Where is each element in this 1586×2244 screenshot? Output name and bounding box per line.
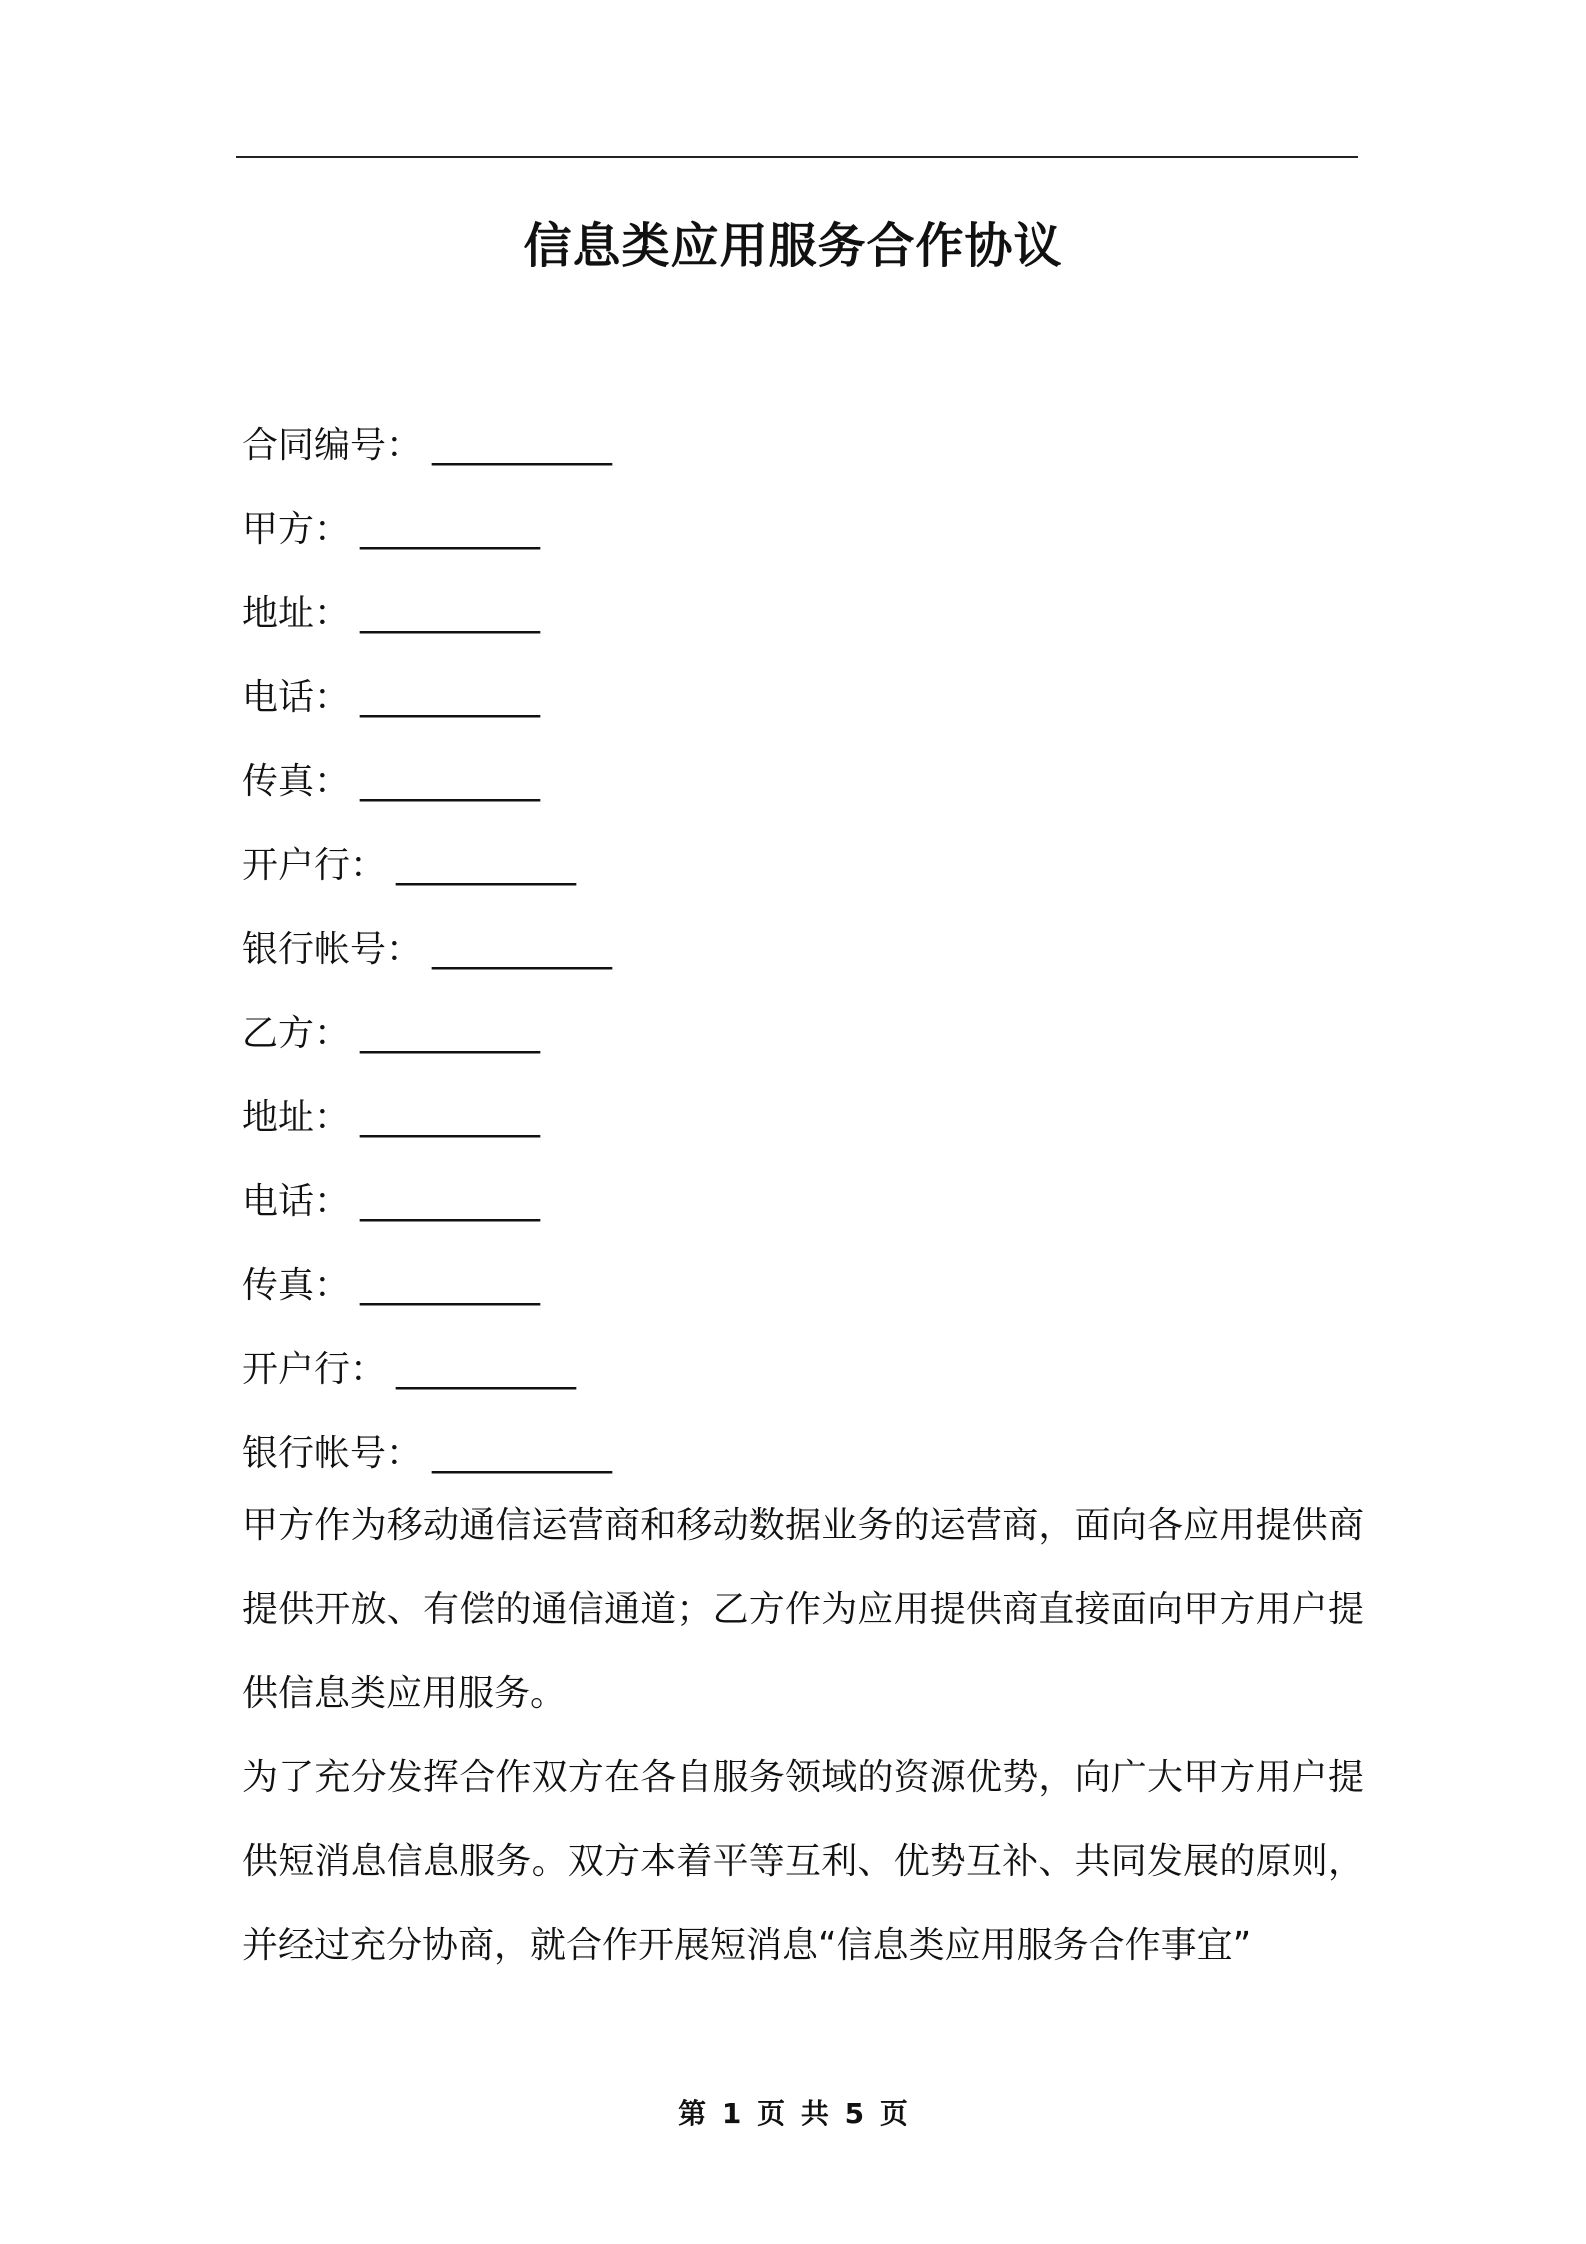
party-info-fields [242,404,1362,1496]
field-party-b-fax [242,1244,1362,1328]
field-blank: __________ [360,761,541,802]
paragraph-parties-roles: 甲方作为移动通信运营商和移动数据业务的运营商，面向各应用提供商提供开放、有偿的通信通道；乙方作为应用提供商直接面向甲方用户提供信息类应用服务。 [242,1505,1364,1714]
field-label: 电话： [242,677,351,718]
field-blank: __________ [360,593,541,634]
field-label: 地址： [242,1097,351,1138]
field-label: 开户行： [242,1349,387,1390]
field-blank: __________ [360,1265,541,1306]
field-label: 地址： [242,593,351,634]
field-party-a-fax [242,740,1362,824]
field-blank: __________ [360,1097,541,1138]
page-number-footer: 第 1 页 共 5 页 [678,2097,908,2130]
field-label: 传真： [242,761,351,802]
field-blank: __________ [396,1349,577,1390]
field-party-b-phone [242,1160,1362,1244]
field-label: 甲方： [242,509,351,550]
field-label: 合同编号： [242,425,423,466]
field-blank: __________ [360,677,541,718]
field-blank: __________ [432,425,613,466]
field-label: 传真： [242,1265,351,1306]
field-label: 开户行： [242,845,387,886]
field-label: 银行帐号： [242,1433,423,1474]
body-text [242,1484,1364,1988]
field-blank: __________ [360,1013,541,1054]
field-blank: __________ [360,509,541,550]
document-title: 信息类应用服务合作协议 [523,218,1063,274]
field-party-b-address [242,1076,1362,1160]
field-blank: __________ [396,845,577,886]
field-label: 乙方： [242,1013,351,1054]
field-party-a [242,488,1362,572]
paragraph-purpose: 为了充分发挥合作双方在各自服务领域的资源优势，向广大甲方用户提供短消息信息服务。双方本着平等互利、优势互补、共同发展的原则，并经过充分协商，就合作开展短消息“信息类应用服务合作事宜” [242,1757,1364,1966]
field-party-a-bank [242,824,1362,908]
field-blank: __________ [432,929,613,970]
field-party-b-bank [242,1328,1362,1412]
field-party-a-account [242,908,1362,992]
field-contract-number [242,404,1362,488]
header-rule [236,156,1358,158]
field-label: 电话： [242,1181,351,1222]
field-label: 银行帐号： [242,929,423,970]
field-party-b [242,992,1362,1076]
field-blank: __________ [432,1433,613,1474]
field-party-a-phone [242,656,1362,740]
field-blank: __________ [360,1181,541,1222]
field-party-a-address [242,572,1362,656]
